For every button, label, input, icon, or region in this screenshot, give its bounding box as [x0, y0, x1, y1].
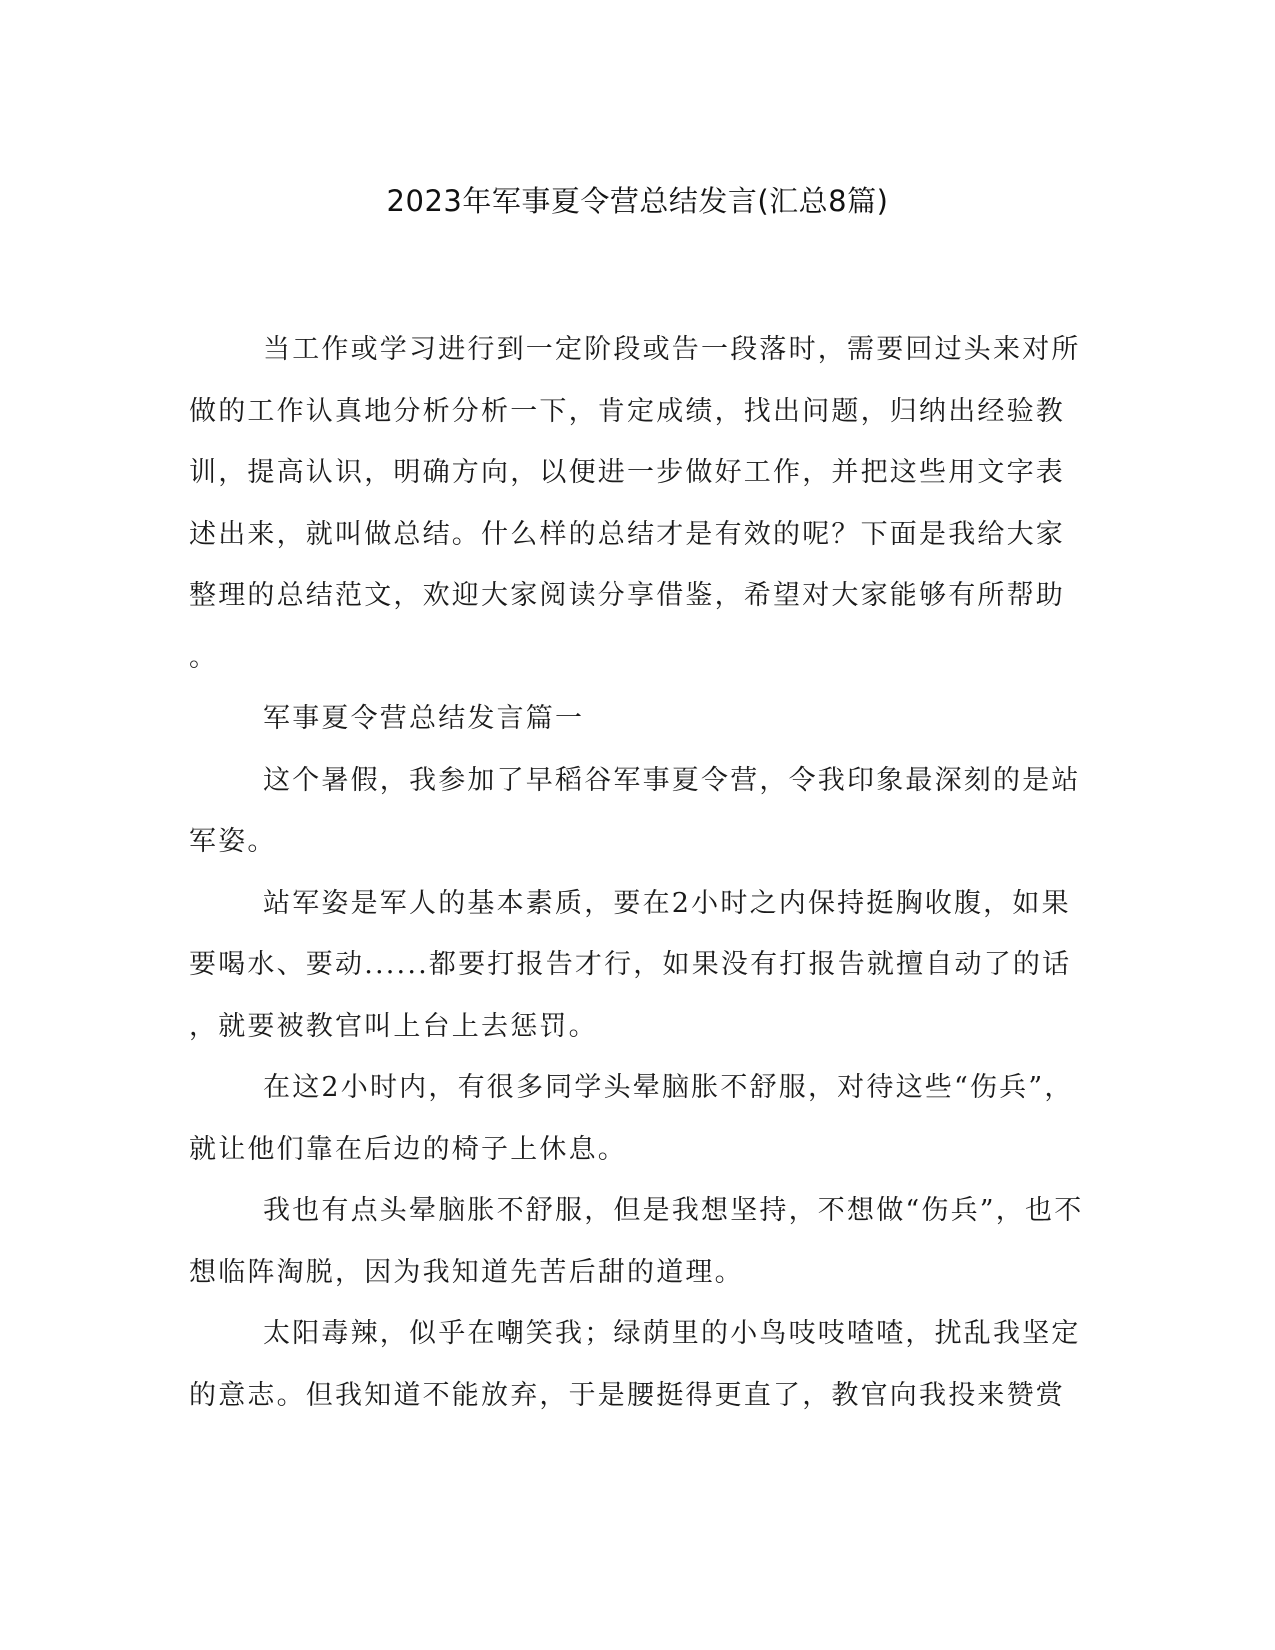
- text-line: ，就要被教官叫上台上去惩罚。: [189, 1010, 598, 1042]
- paragraph: [189, 1303, 1079, 1426]
- paragraph: [189, 1180, 1084, 1303]
- text-line: 军姿。: [189, 826, 277, 857]
- text-line: 述出来，就叫做总结。什么样的总结才是有效的呢？下面是我给大家: [189, 518, 1065, 550]
- text-line: 军事夏令营总结发言篇一: [263, 703, 585, 734]
- paragraph: [189, 1057, 1079, 1180]
- text-line: 站军姿是军人的基本素质，要在2小时之内保持挺胸收腹，如果: [263, 887, 1071, 919]
- section-heading: [189, 688, 1079, 750]
- text-line: 就让他们靠在后边的椅子上休息。: [189, 1133, 627, 1165]
- text-line: 。: [189, 641, 219, 673]
- text-line: 我也有点头晕脑胀不舒服，但是我想坚持，不想做“伤兵”，也不: [263, 1195, 1084, 1226]
- text-line: 的意志。但我知道不能放弃，于是腰挺得更直了，教官向我投来赞赏: [189, 1379, 1065, 1411]
- text-line: 要喝水、要动......都要打报告才行，如果没有打报告就擅自动了的话: [189, 949, 1072, 980]
- text-line: 做的工作认真地分析分析一下，肯定成绩，找出问题，归纳出经验教: [189, 395, 1065, 427]
- text-line: 在这2小时内，有很多同学头晕脑胀不舒服，对待这些“伤兵”，: [263, 1072, 1074, 1103]
- document-title: 2023年军事夏令营总结发言(汇总8篇): [386, 184, 889, 218]
- text-line: 想临阵淘脱，因为我知道先苦后甜的道理。: [189, 1256, 744, 1288]
- paragraph-intro: [189, 319, 1079, 688]
- paragraph: [189, 873, 1079, 1058]
- text-line: 训，提高认识，明确方向，以便进一步做好工作，并把这些用文字表: [189, 457, 1065, 488]
- text-line: 这个暑假，我参加了早稻谷军事夏令营，令我印象最深刻的是站: [263, 764, 1081, 796]
- text-line: 太阳毒辣，似乎在嘲笑我；绿荫里的小鸟吱吱喳喳，扰乱我坚定: [263, 1318, 1081, 1349]
- text-line: 整理的总结范文，欢迎大家阅读分享借鉴，希望对大家能够有所帮助: [189, 580, 1065, 611]
- document-body: [189, 319, 1084, 1426]
- paragraph: [189, 750, 1079, 873]
- text-line: 当工作或学习进行到一定阶段或告一段落时，需要回过头来对所: [263, 334, 1081, 365]
